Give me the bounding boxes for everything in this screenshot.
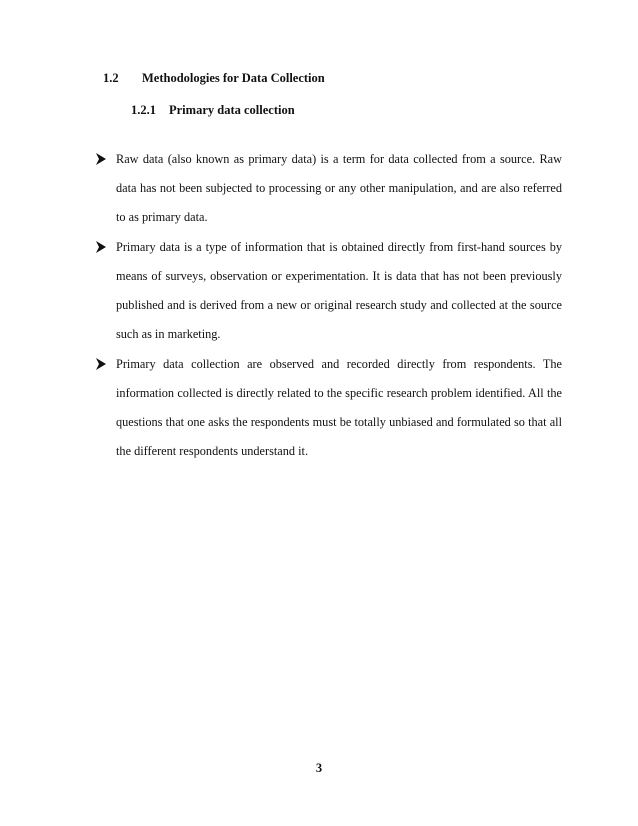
- section-title: Methodologies for Data Collection: [142, 71, 325, 85]
- list-item: [95, 233, 562, 349]
- arrow-bullet-icon: [95, 240, 107, 254]
- arrow-bullet-icon: [95, 357, 107, 371]
- bullet-text: Primary data is a type of information that is obtained directly from first-hand sources by means of surveys, observation or experimentation. It is data that has not been previously published and is derived from a new or original research study and collected at the source such as in marketing.: [116, 240, 562, 341]
- list-item: [95, 145, 562, 232]
- bullet-text: Raw data (also known as primary data) is a term for data collected from a source. Raw data has not been subjected to processing or any other manipulation, and are also referred to as primary data.: [116, 152, 562, 224]
- section-number: 1.2: [103, 71, 119, 85]
- subsection-heading: [131, 103, 295, 118]
- bullet-text: Primary data collection are observed and recorded directly from respondents. The information collected is directly related to the specific research problem identified. All the questions that one asks the respondents must be totally unbiased and formulated so that all the different respondents understand it.: [116, 357, 562, 458]
- arrow-bullet-icon: [95, 152, 107, 166]
- subsection-title: Primary data collection: [169, 103, 295, 117]
- section-heading: [103, 71, 325, 86]
- bullet-list: [95, 145, 562, 466]
- list-item: [95, 350, 562, 466]
- subsection-number: 1.2.1: [131, 103, 156, 117]
- page-number: 3: [315, 761, 323, 775]
